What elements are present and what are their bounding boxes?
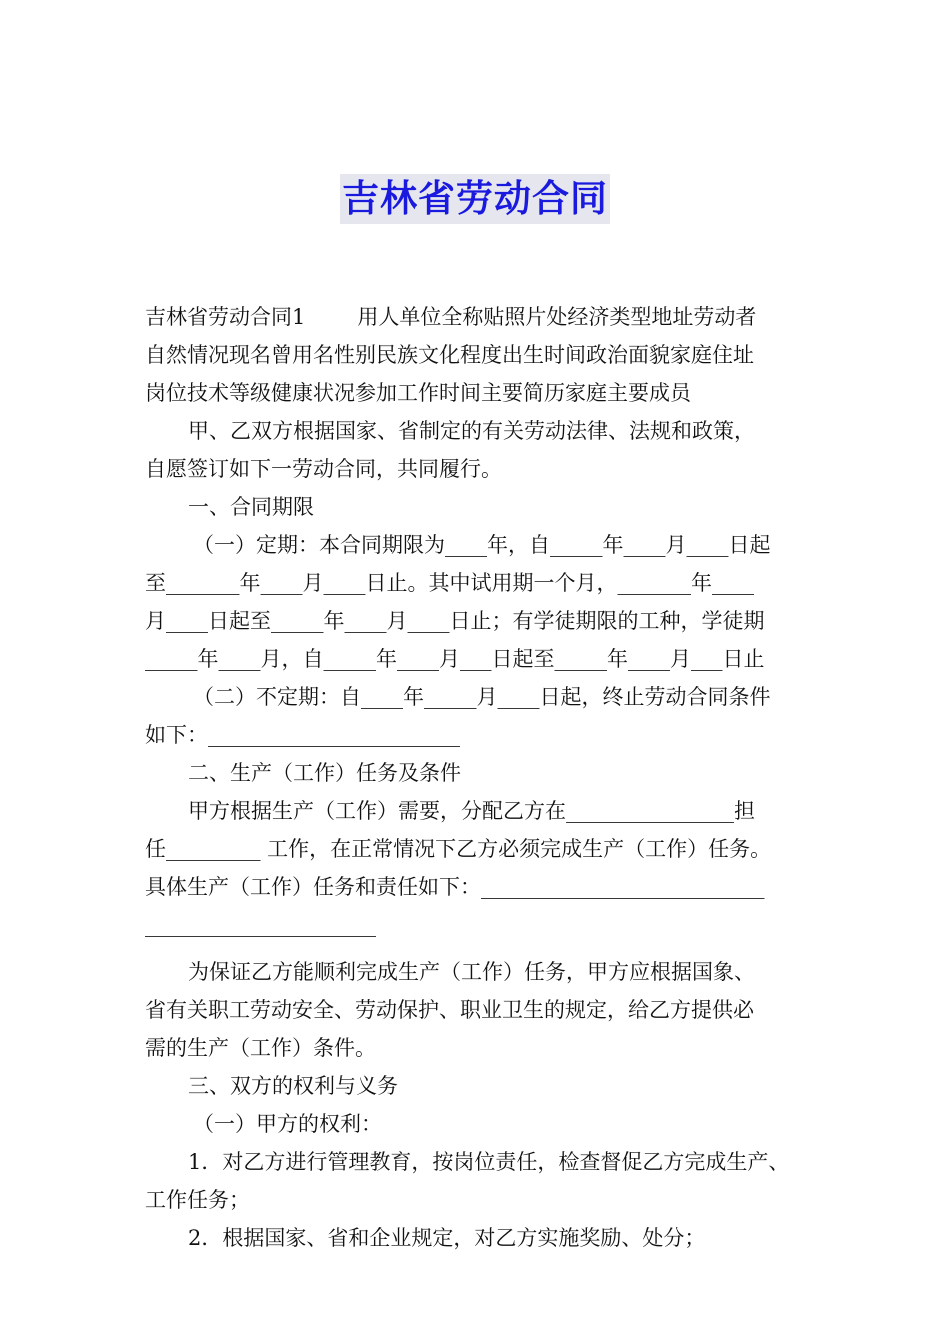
document-body <box>145 298 823 1257</box>
intro-line-3: 岗位技术等级健康状况参加工作时间主要简历家庭主要成员 <box>145 381 691 405</box>
document-title: 吉林省劳动合同 <box>340 174 610 224</box>
section3-subheading-employer-rights: （一）甲方的权利： <box>193 1112 382 1136</box>
preamble-line-2: 自愿签订如下一劳动合同，共同履行。 <box>145 457 502 481</box>
intro-contract-number: 吉林省劳动合同1 <box>145 305 306 329</box>
section2-condition-line-2: 省有关职工劳动安全、劳动保护、职业卫生的规定，给乙方提供必 <box>145 998 754 1022</box>
title-container <box>0 174 950 224</box>
intro-line-2: 自然情况现名曾用名性别民族文化程度出生时间政治面貌家庭住址 <box>145 343 754 367</box>
section3-item-1-line-1: 1．对乙方进行管理教育，按岗位责任，检查督促乙方完成生产、 <box>188 1150 790 1174</box>
section1-open-line-2: 如下：________________________ <box>145 723 460 747</box>
section1-heading: 一、合同期限 <box>188 495 314 519</box>
section2-task-line-3: 具体生产（工作）任务和责任如下：___________________________ <box>145 875 765 899</box>
section2-condition-line-1: 为保证乙方能顺利完成生产（工作）任务，甲方应根据国象、 <box>188 960 755 984</box>
intro-line-1 <box>145 298 823 336</box>
section3-heading: 三、双方的权利与义务 <box>188 1074 398 1098</box>
section1-fixed-line-4: _____年____月，自_____年____月___日起至_____年____月___日止 <box>145 647 765 671</box>
preamble-line-1: 甲、乙双方根据国家、省制定的有关劳动法律、法规和政策， <box>188 419 755 443</box>
section1-fixed-line-1: （一）定期：本合同期限为____年，自_____年____月____日起 <box>193 533 771 557</box>
section3-item-1-line-2: 工作任务； <box>145 1188 250 1212</box>
section2-task-line-1: 甲方根据生产（工作）需要，分配乙方在________________担 <box>188 799 755 823</box>
section1-open-line-1: （二）不定期：自____年_____月____日起，终止劳动合同条件 <box>193 685 771 709</box>
section3-item-2: 2．根据国家、省和企业规定，对乙方实施奖励、处分； <box>188 1226 706 1250</box>
section2-task-line-4: ______________________ <box>145 913 376 937</box>
section2-heading: 二、生产（工作）任务及条件 <box>188 761 461 785</box>
section2-task-line-2: 任_________ 工作，在正常情况下乙方必须完成生产（工作）任务。 <box>145 837 772 861</box>
section1-fixed-line-2: 至_______年____月____日止。其中试用期一个月，_______年____ <box>145 571 754 595</box>
section2-condition-line-3: 需的生产（工作）条件。 <box>145 1036 376 1060</box>
intro-employer-fields: 用人单位全称贴照片处经济类型地址劳动者 <box>357 305 757 329</box>
section1-fixed-line-3: 月____日起至_____年____月____日止；有学徒期限的工种，学徒期 <box>145 609 765 633</box>
